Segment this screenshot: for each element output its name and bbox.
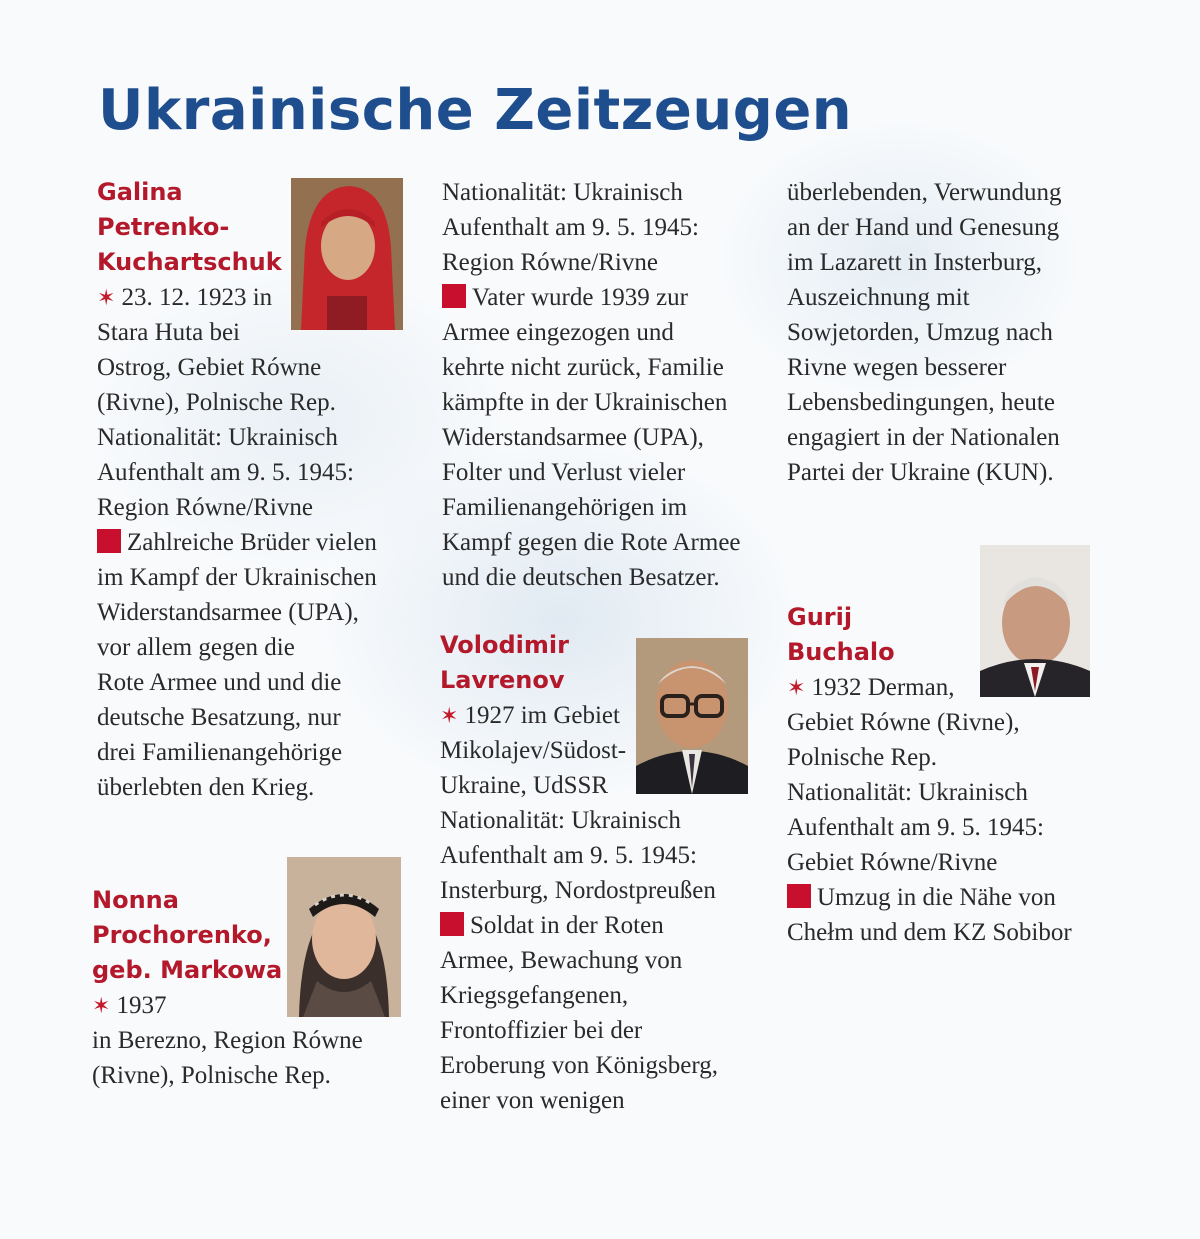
story-text: Vater wurde 1939 zur Armee eingezogen und kehrte nicht zurück, Familie kämpfte in der Ukrainischen Widerstandsarmee (UPA), Folter und Verlust vieler Familienangehörigen im Kampf gegen die Rote Armee und die deutschen Besatzer. bbox=[442, 284, 741, 591]
portrait-volodimir bbox=[636, 638, 748, 794]
birth-info: ✶ 23. 12. 1923 in Stara Huta bei Ostrog, Gebiet Równe (Rivne), Polnische Rep. Nationalität: Ukrainisch Aufenthalt am 9. 5. 1945: Region Równe/Rivne bbox=[97, 284, 354, 521]
birth-star-icon: ✶ bbox=[92, 993, 111, 1018]
page-title: Ukrainische Zeitzeugen bbox=[98, 78, 853, 143]
person-name: Nonna Prochorenko, geb. Markowa bbox=[92, 886, 283, 984]
story-text: Soldat in der Roten Armee, Bewachung von Kriegsgefangenen, Frontoffizier bei der Eroberung von Königsberg, einer von wenigen bbox=[440, 912, 718, 1114]
birth-star-icon: ✶ bbox=[440, 703, 459, 728]
story-text: überlebenden, Verwundung an der Hand und Genesung im Lazarett in Insterburg, Auszeichnung mit Sowjetorden, Umzug nach Rivne wegen besserer Lebensbedingungen, heute engagiert in der Nationalen Partei der Ukraine (KUN). bbox=[787, 179, 1062, 486]
portrait-galina bbox=[291, 178, 403, 330]
entry-column3-continuation bbox=[787, 175, 1117, 490]
person-name: Galina Petrenko- Kuchartschuk bbox=[97, 178, 282, 276]
bullet-square-icon bbox=[787, 884, 811, 908]
birth-star-icon: ✶ bbox=[97, 285, 116, 310]
story-text: Umzug in die Nähe von Chełm und dem KZ Sobibor bbox=[787, 884, 1072, 946]
bullet-square-icon bbox=[440, 912, 464, 936]
birth-info: ✶ 1937 in Berezno, Region Równe (Rivne), Polnische Rep. bbox=[92, 992, 363, 1089]
bullet-square-icon bbox=[442, 284, 466, 308]
entry-column2-continuation bbox=[442, 175, 772, 595]
birth-info: ✶ 1932 Derman, Gebiet Równe (Rivne), Polnische Rep. Nationalität: Ukrainisch Aufenthalt am 9. 5. 1945: Gebiet Równe/Rivne bbox=[787, 674, 1044, 876]
portrait-nonna bbox=[287, 857, 401, 1017]
birth-info: ✶ 1927 im Gebiet Mikolajev/Südost- Ukraine, UdSSR Nationalität: Ukrainisch Aufenthalt am 9. 5. 1945: Insterburg, Nordostpreußen bbox=[440, 702, 716, 904]
person-name: Volodimir Lavrenov bbox=[440, 631, 569, 694]
person-name: Gurij Buchalo bbox=[787, 603, 895, 666]
nationality-info: Nationalität: Ukrainisch Aufenthalt am 9. 5. 1945: Region Równe/Rivne bbox=[442, 179, 699, 276]
bullet-square-icon bbox=[97, 529, 121, 553]
birth-star-icon: ✶ bbox=[787, 675, 806, 700]
story-text: Zahlreiche Brüder vielen im Kampf der Ukrainischen Widerstandsarmee (UPA), vor allem gegen die Rote Armee und und die deutsche Besatzung, nur drei Familienangehörige überlebten den Krieg. bbox=[97, 529, 377, 801]
portrait-gurij bbox=[980, 545, 1090, 697]
